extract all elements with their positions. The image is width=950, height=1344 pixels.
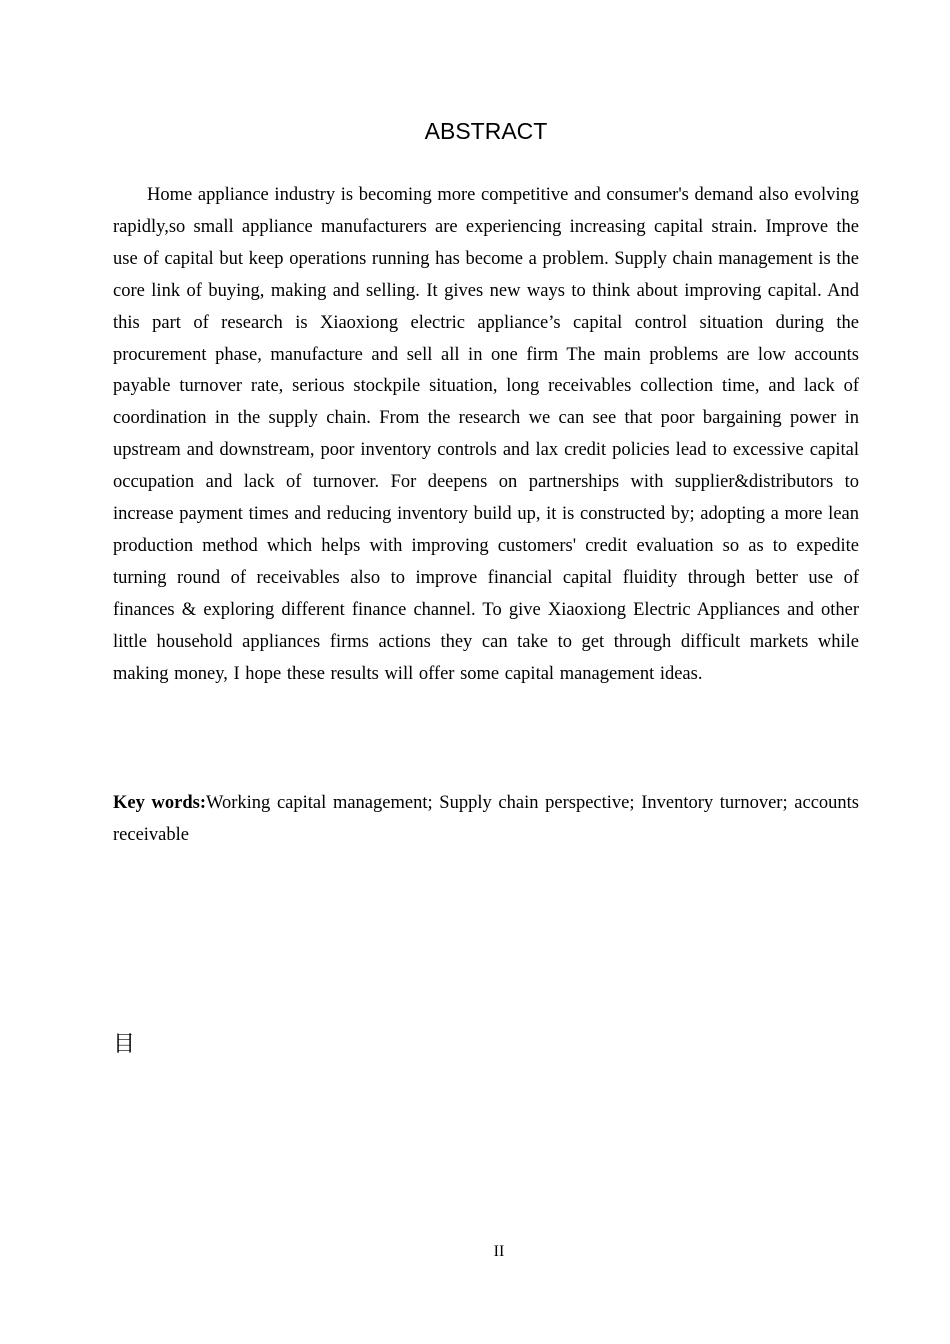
page-number: II [493,1243,505,1260]
keywords-label: Key words: [113,793,207,813]
abstract-body: Home appliance industry is becoming more competitive and consumer's demand also evolving rapidly,so small appliance manufacturers are experiencing increasing capital strain. Improve the use of capital but keep operations running has become a problem. Supply chain management is the core link of buying, making and selling. It gives new ways to think about improving capital. And this part of research is Xiaoxiong electric appliance’s capital control situation during the procurement phase, manufacture and sell all in one firm The main problems are low accounts payable turnover rate, serious stockpile situation, long receivables collection time, and lack of coordination in the supply chain. From the research we can see that poor bargaining power in upstream and downstream, poor inventory controls and lax credit policies lead to excessive capital occupation and lack of turnover. For deepens on partnerships with supplier&distributors to increase payment times and reducing inventory build up, it is constructed by; adopting a more lean production method which helps with improving customers' credit evaluation so as to expedite turning round of receivables also to improve financial capital fluidity through better use of finances & exploring different finance channel. To give Xiaoxiong Electric Appliances and other little household appliances firms actions they can take to get through difficult markets while making money, I hope these results will offer some capital management ideas. [113,185,859,684]
abstract-title: ABSTRACT [424,118,548,144]
toc-heading: 目 [113,1032,136,1057]
keywords-text: Working capital management; Supply chain perspective; Inventory turnover; accounts receivable [113,793,860,845]
keywords-paragraph [113,787,859,851]
